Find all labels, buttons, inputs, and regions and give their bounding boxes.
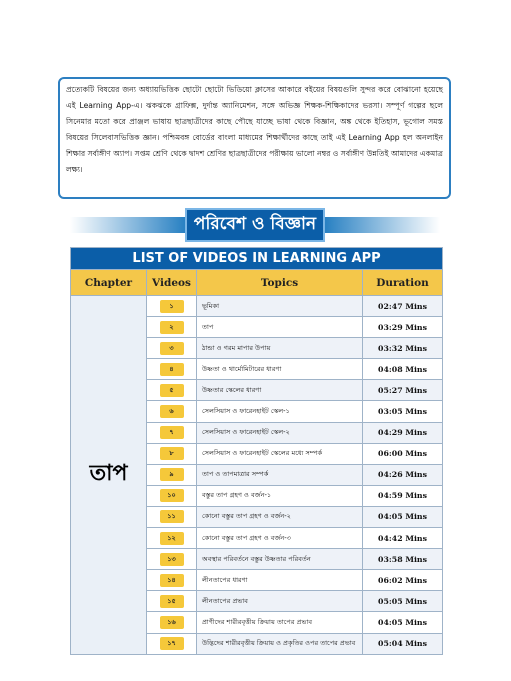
duration-cell: 04:42 Mins <box>363 528 443 549</box>
topic-cell: সেলসিয়াস ও ফারেনহাইট স্কেল-২ <box>197 422 363 443</box>
video-number-badge: ৭ <box>160 426 184 439</box>
duration-cell: 06:00 Mins <box>363 443 443 464</box>
subject-title: পরিবেশ ও বিজ্ঞান <box>185 208 325 242</box>
duration-cell: 04:08 Mins <box>363 359 443 380</box>
video-number-badge: ১২ <box>160 532 184 545</box>
video-number-badge: ৩ <box>160 342 184 355</box>
duration-cell: 03:32 Mins <box>363 338 443 359</box>
topic-cell: ভূমিকা <box>197 296 363 317</box>
header-duration: Duration <box>363 270 443 296</box>
topic-cell: লীনতাপের ধারণা <box>197 570 363 591</box>
video-number-cell <box>147 506 197 527</box>
header-chapter: Chapter <box>71 270 147 296</box>
duration-cell: 03:58 Mins <box>363 549 443 570</box>
video-number-cell <box>147 633 197 654</box>
video-number-cell <box>147 612 197 633</box>
table-caption: LIST OF VIDEOS IN LEARNING APP <box>71 248 443 270</box>
header-videos: Videos <box>147 270 197 296</box>
video-number-cell <box>147 338 197 359</box>
duration-cell: 04:26 Mins <box>363 464 443 485</box>
subject-banner <box>70 208 440 242</box>
video-number-cell <box>147 485 197 506</box>
topic-cell: সেলসিয়াস ও ফারেনহাইট স্কেল-১ <box>197 401 363 422</box>
video-number-badge: ৫ <box>160 384 184 397</box>
video-number-badge: ১৭ <box>160 637 184 650</box>
duration-cell: 04:59 Mins <box>363 485 443 506</box>
duration-cell: 02:47 Mins <box>363 296 443 317</box>
topic-cell: সেলসিয়াস ও ফারেনহাইট স্কেলের মধ্যে সম্পর্ক <box>197 443 363 464</box>
video-number-cell <box>147 317 197 338</box>
banner-right-ribbon <box>320 217 440 233</box>
intro-box <box>58 77 451 199</box>
video-number-badge: ৪ <box>160 363 184 376</box>
video-number-badge: ১৬ <box>160 616 184 629</box>
video-number-cell <box>147 549 197 570</box>
video-list-table <box>70 247 443 655</box>
video-number-cell <box>147 464 197 485</box>
video-number-cell <box>147 443 197 464</box>
header-topics: Topics <box>197 270 363 296</box>
topic-cell: উদ্ভিদের শারীরবৃত্তীয় ক্রিয়ায় ও প্রকৃতির ওপর তাপের প্রভাব <box>197 633 363 654</box>
chapter-name: তাপ <box>71 296 147 655</box>
duration-cell: 03:05 Mins <box>363 401 443 422</box>
video-number-badge: ১০ <box>160 489 184 502</box>
topic-cell: উষ্ণতার স্কেলের ধারণা <box>197 380 363 401</box>
duration-cell: 03:29 Mins <box>363 317 443 338</box>
video-number-cell <box>147 380 197 401</box>
video-number-badge: ১৪ <box>160 574 184 587</box>
topic-cell: তাপ ও তাপমাত্রার সম্পর্ক <box>197 464 363 485</box>
video-number-cell <box>147 296 197 317</box>
duration-cell: 05:27 Mins <box>363 380 443 401</box>
video-number-badge: ১৩ <box>160 553 184 566</box>
video-number-badge: ১ <box>160 300 184 313</box>
topic-cell: কোনো বস্তুর তাপ গ্রহণ ও বর্জন-৩ <box>197 528 363 549</box>
duration-cell: 04:29 Mins <box>363 422 443 443</box>
duration-cell: 05:05 Mins <box>363 591 443 612</box>
duration-cell: 05:04 Mins <box>363 633 443 654</box>
video-number-badge: ৮ <box>160 447 184 460</box>
duration-cell: 06:02 Mins <box>363 570 443 591</box>
topic-cell: বস্তুর তাপ গ্রহণ ও বর্জন-১ <box>197 485 363 506</box>
topic-cell: উষ্ণতা ও থার্মোমিটারের ধারণা <box>197 359 363 380</box>
video-number-cell <box>147 422 197 443</box>
topic-cell: প্রাণীদের শারীরবৃত্তীয় ক্রিয়ায় তাপের প্রভাব <box>197 612 363 633</box>
duration-cell: 04:05 Mins <box>363 612 443 633</box>
table-body <box>71 296 443 655</box>
video-number-cell <box>147 570 197 591</box>
table-row <box>71 296 443 317</box>
video-number-cell <box>147 359 197 380</box>
topic-cell: লীনতাপের প্রভাব <box>197 591 363 612</box>
banner-left-ribbon <box>70 217 190 233</box>
topic-cell: কোনো বস্তুর তাপ গ্রহণ ও বর্জন-২ <box>197 506 363 527</box>
video-number-cell <box>147 401 197 422</box>
topic-cell: তাপ <box>197 317 363 338</box>
topic-cell: ঠান্ডা ও গরম মাপার উপায় <box>197 338 363 359</box>
intro-text: প্রত্যেকটি বিষয়ের জন্য অধ্যায়ভিত্তিক ছোটো ছোটো ভিডিয়ো ক্লাসের আকারে বইয়ের বিষয়গুলি সুন্দর করে বোঝানো হয়েছে এই Learning App-এ। ঝকঝকে গ্রাফিক্স, দুর্দান্ত অ্যানিমেশন, সঙ্গে অভিজ্ঞ শিক্ষক-শিক্ষিকাদের ভরসা। সম্পূর্ণ গল্পের ছলে সিনেমার মতো করে প্রাঞ্জল ভাষায় ছাত্রছাত্রীদের কাছে পৌছে যাচ্ছে ভাষা থেকে বিজ্ঞান, অঙ্ক থেকে ইতিহাস, ভূগোল সমস্ত বিষয়ের সিলেবাসভিত্তিক জ্ঞান। পশ্চিমবঙ্গ বোর্ডের বাংলা মাধ্যমের শিক্ষার্থীদের কাছে তাই এই Learning App হল অনলাইন শিক্ষার সর্বাঙ্গীণ অ্যাপ। সপ্তম শ্রেণি থেকে দ্বাদশ শ্রেণির ছাত্রছাত্রীদের পরীক্ষায় ভালো নম্বর ও সর্বাঙ্গীণ উন্নতিই আমাদের একমাত্র লক্ষ্য। <box>66 85 443 174</box>
video-number-badge: ১৫ <box>160 595 184 608</box>
duration-cell: 04:05 Mins <box>363 506 443 527</box>
video-number-cell <box>147 528 197 549</box>
video-number-badge: ৬ <box>160 405 184 418</box>
video-number-cell <box>147 591 197 612</box>
video-number-badge: ১১ <box>160 510 184 523</box>
topic-cell: অবস্থার পরিবর্তনে বস্তুর উষ্ণতার পরিবর্তন <box>197 549 363 570</box>
video-number-badge: ৯ <box>160 468 184 481</box>
video-number-badge: ২ <box>160 321 184 334</box>
